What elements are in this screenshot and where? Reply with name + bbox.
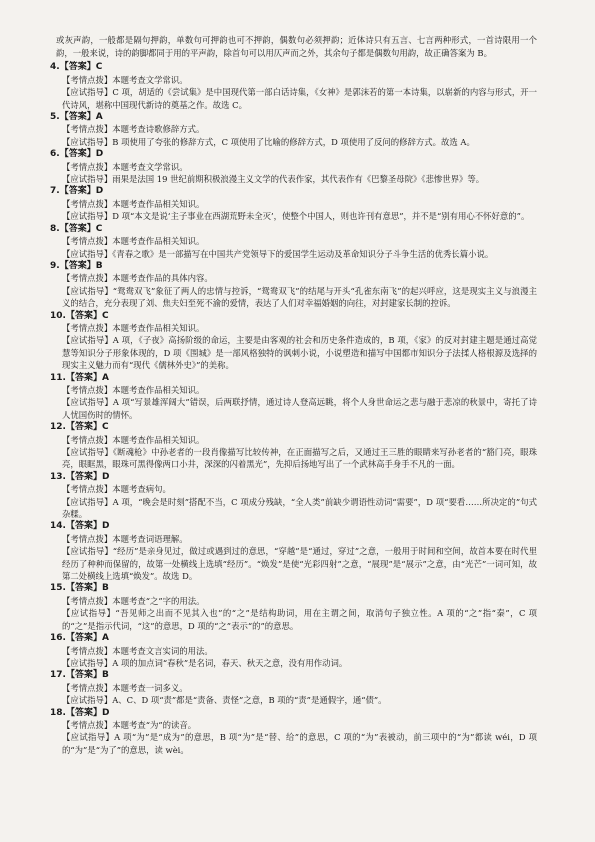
answer-text: 【答案】B xyxy=(65,583,109,594)
answer-item xyxy=(50,223,537,260)
guidance-line: 【应试指导】A 项“为”是“成为”的意思，B 项“为”是“替、给”的意思，C 项的“为”表被动，前三项中的“为”都读 wéi，D 项的“为”是“为了”的意思，读 wèi。 xyxy=(62,732,537,755)
answer-text: 【答案】D xyxy=(65,471,110,482)
question-number: 9. xyxy=(50,260,60,271)
question-number: 10. xyxy=(50,310,66,321)
answer-item xyxy=(50,260,537,310)
guidance-line: 【应试指导】C 项，胡适的《尝试集》是中国现代第一部白话诗集，《女神》是郭沫若的第一本诗集，以崭新的内容与形式，开一代诗风，堪称中国现代新诗的奠基之作。故选 C。 xyxy=(62,87,537,110)
answer-line xyxy=(50,223,537,235)
question-number: 8. xyxy=(50,223,60,234)
question-number: 17. xyxy=(50,670,66,681)
answer-line xyxy=(50,421,537,433)
answer-line xyxy=(50,471,537,483)
question-number: 14. xyxy=(50,521,66,532)
answer-text: 【答案】D xyxy=(65,707,110,718)
exam-point-line: 【考情点拨】本题考查作品相关知识。 xyxy=(62,236,205,247)
question-number: 6. xyxy=(50,149,60,160)
answer-text: 【答案】A xyxy=(65,633,109,644)
answer-text: 【答案】D xyxy=(65,521,110,532)
answer-line xyxy=(50,632,537,644)
answer-line xyxy=(50,61,537,73)
answer-text: 【答案】D xyxy=(59,186,104,197)
intro-paragraph: 或灰声韵，一般都是隔句押韵，单数句可押韵也可不押韵，偶数句必须押韵；近体诗只有五言、七言两种形式，一首诗限用一个韵，一般来说，诗的韵脚都同于用的平声韵，除首句可以用仄声而之外，其余句子都是偶数句用韵，故正确答案为 B。 xyxy=(56,35,537,59)
answer-item xyxy=(50,61,537,111)
question-number: 11. xyxy=(50,372,66,383)
guidance-line: 【应试指导】A 项的加点词“春秋”是名词，春天、秋天之意，没有用作动词。 xyxy=(62,657,348,668)
answer-text: 【答案】B xyxy=(59,260,103,271)
exam-point-line: 【考情点拨】本题考查文学常识。 xyxy=(62,161,188,172)
answer-line xyxy=(50,669,537,681)
question-number: 16. xyxy=(50,633,66,644)
guidance-line: 【应试指导】D 项“本文是说‘主子事业在西湖荒野未全灭’，使整个中国人，则也许刊有意思”，并不是“别有用心不怀好意的”。 xyxy=(62,211,530,222)
answer-item xyxy=(50,520,537,582)
guidance-line: 【应试指导】A、C、D 项“责”都是“责备、责怪”之意，B 项的“责”是通假字，通“债”。 xyxy=(62,695,387,706)
answer-item xyxy=(50,582,537,632)
guidance-line: 【应试指导】“吾见师之出而不见其入也”的“之”是结构助词，用在主谓之间，取消句子独立性。A 项的“之”指“秦”，C 项的“之”是指示代词，“这”的意思，D 项的“之”表示“的”的意思。 xyxy=(62,608,537,631)
question-number: 13. xyxy=(50,471,66,482)
exam-point-line: 【考情点拨】本题考查作品相关知识。 xyxy=(62,384,205,395)
question-number: 12. xyxy=(50,422,66,433)
answer-line xyxy=(50,707,537,719)
answer-line xyxy=(50,148,537,160)
exam-point-line: 【考情点拨】本题考查“之”字的用法。 xyxy=(62,595,205,606)
answer-text: 【答案】C xyxy=(65,310,109,321)
answer-line xyxy=(50,582,537,594)
answer-text: 【答案】C xyxy=(65,422,109,433)
answer-line xyxy=(50,310,537,322)
answer-list xyxy=(50,61,537,756)
answer-text: 【答案】C xyxy=(59,223,103,234)
question-number: 7. xyxy=(50,186,60,197)
guidance-line: 【应试指导】A 项“写景雄浑阔大”错误，后两联抒情，通过诗人登高远眺，将个人身世命运之悲与融于悲凉的秋景中，寄托了诗人忧国伤时的情怀。 xyxy=(62,397,537,420)
answer-item xyxy=(50,111,537,148)
exam-point-line: 【考情点拨】本题考查文学常识。 xyxy=(62,74,188,85)
exam-point-line: 【考情点拨】本题考查词语理解。 xyxy=(62,533,188,544)
question-number: 5. xyxy=(50,112,60,123)
answer-item xyxy=(50,148,537,185)
answer-text: 【答案】A xyxy=(65,372,109,383)
exam-point-line: 【考情点拨】本题考查作品相关知识。 xyxy=(62,434,205,445)
exam-point-line: 【考情点拨】本题考查作品相关知识。 xyxy=(62,198,205,209)
answer-item xyxy=(50,185,537,222)
exam-point-line: 【考情点拨】本题考查作品的具体内容。 xyxy=(62,273,213,284)
guidance-line: 【应试指导】A 项，“晚会是时刻”搭配不当，C 项成分残缺，“全人类”前缺少谓语性动词“需要”，D 项“要看……所决定的”句式杂糅。 xyxy=(62,496,537,520)
exam-point-line: 【考情点拨】本题考查一词多义。 xyxy=(62,682,188,693)
answer-item xyxy=(50,421,537,471)
guidance-line: 【应试指导】雨果是法国 19 世纪前期积极浪漫主义文学的代表作家，其代表作有《巴黎圣母院》《悲惨世界》等。 xyxy=(62,174,485,185)
answer-item xyxy=(50,471,537,521)
exam-point-line: 【考情点拨】本题考查诗歌修辞方式。 xyxy=(62,124,205,135)
guidance-line: 【应试指导】《青春之歌》是一部描写在中国共产党领导下的爱国学生运动及革命知识分子斗争生活的优秀长篇小说。 xyxy=(62,248,494,259)
answer-item xyxy=(50,669,537,706)
answer-text: 【答案】D xyxy=(59,149,104,160)
answer-text: 【答案】B xyxy=(65,670,109,681)
question-number: 4. xyxy=(50,62,60,73)
guidance-line: 【应试指导】《断魂枪》中孙老者的一段肖像描写比较传神，在正面描写之后，又通过王三胜的眼睛来写孙老者的“豁门亮，眼珠亮，眼眶黑，眼珠可黑得像两口小井，深深的闪着黑光”，先抑后扬地写出了一个武林高手身手不凡的一面。 xyxy=(62,447,537,470)
answer-item xyxy=(50,310,537,372)
answer-item xyxy=(50,372,537,422)
exam-point-line: 【考情点拨】本题考查病句。 xyxy=(62,484,171,495)
exam-point-line: 【考情点拨】本题考查“为”的读音。 xyxy=(62,719,197,730)
guidance-line: 【应试指导】“鸳鸯双飞”象征了两人的忠情与控诉，“鸳鸯双飞”的结尾与开头“孔雀东南飞”的起兴呼应，这是现实主义与浪漫主义的结合，充分表现了刘、焦夫妇至死不渝的爱情，表达了人们对幸福婚姻的向往，对封建家长制的控诉。 xyxy=(62,285,537,309)
question-number: 18. xyxy=(50,707,66,718)
answer-line xyxy=(50,111,537,123)
guidance-line: 【应试指导】A 项，《子夜》高扬阶级的命运，主要是由客观的社会和历史条件造成的，B 项，《家》的反对封建主题是通过高觉慧等知识分子形象体现的，D 项《围城》是一部风格独特的讽刺小说，小说塑造和描写中国都市知识分子法揉人格根源及选择的现实主义魅力而有“现代《儒林外史》”的美称。 xyxy=(62,335,537,371)
guidance-line: 【应试指导】“经历”是亲身见过，做过或遇到过的意思，“穿越”是“通过，穿过”之意，一般用于时间和空间，故首本要在时代里经历了种种而保留的，故第一处横线上选填“经历”。“焕发”是使“光彩四射”之意，“展现”是“展示”之意，由“光芒”一词可知，故第二处横线上选填“焕发”。故选 D。 xyxy=(62,546,537,582)
exam-point-line: 【考情点拨】本题考查文言实词的用法。 xyxy=(62,645,213,656)
answer-text: 【答案】C xyxy=(59,62,103,73)
answer-line xyxy=(50,260,537,272)
answer-line xyxy=(50,185,537,197)
answer-line xyxy=(50,372,537,384)
guidance-line: 【应试指导】B 项使用了夸张的修辞方式，C 项使用了比喻的修辞方式，D 项使用了反问的修辞方式。故选 A。 xyxy=(62,136,475,147)
exam-point-line: 【考情点拨】本题考查作品相关知识。 xyxy=(62,322,205,333)
answer-item xyxy=(50,707,537,757)
answer-item xyxy=(50,632,537,669)
question-number: 15. xyxy=(50,583,66,594)
answer-text: 【答案】A xyxy=(59,112,103,123)
answer-line xyxy=(50,520,537,532)
